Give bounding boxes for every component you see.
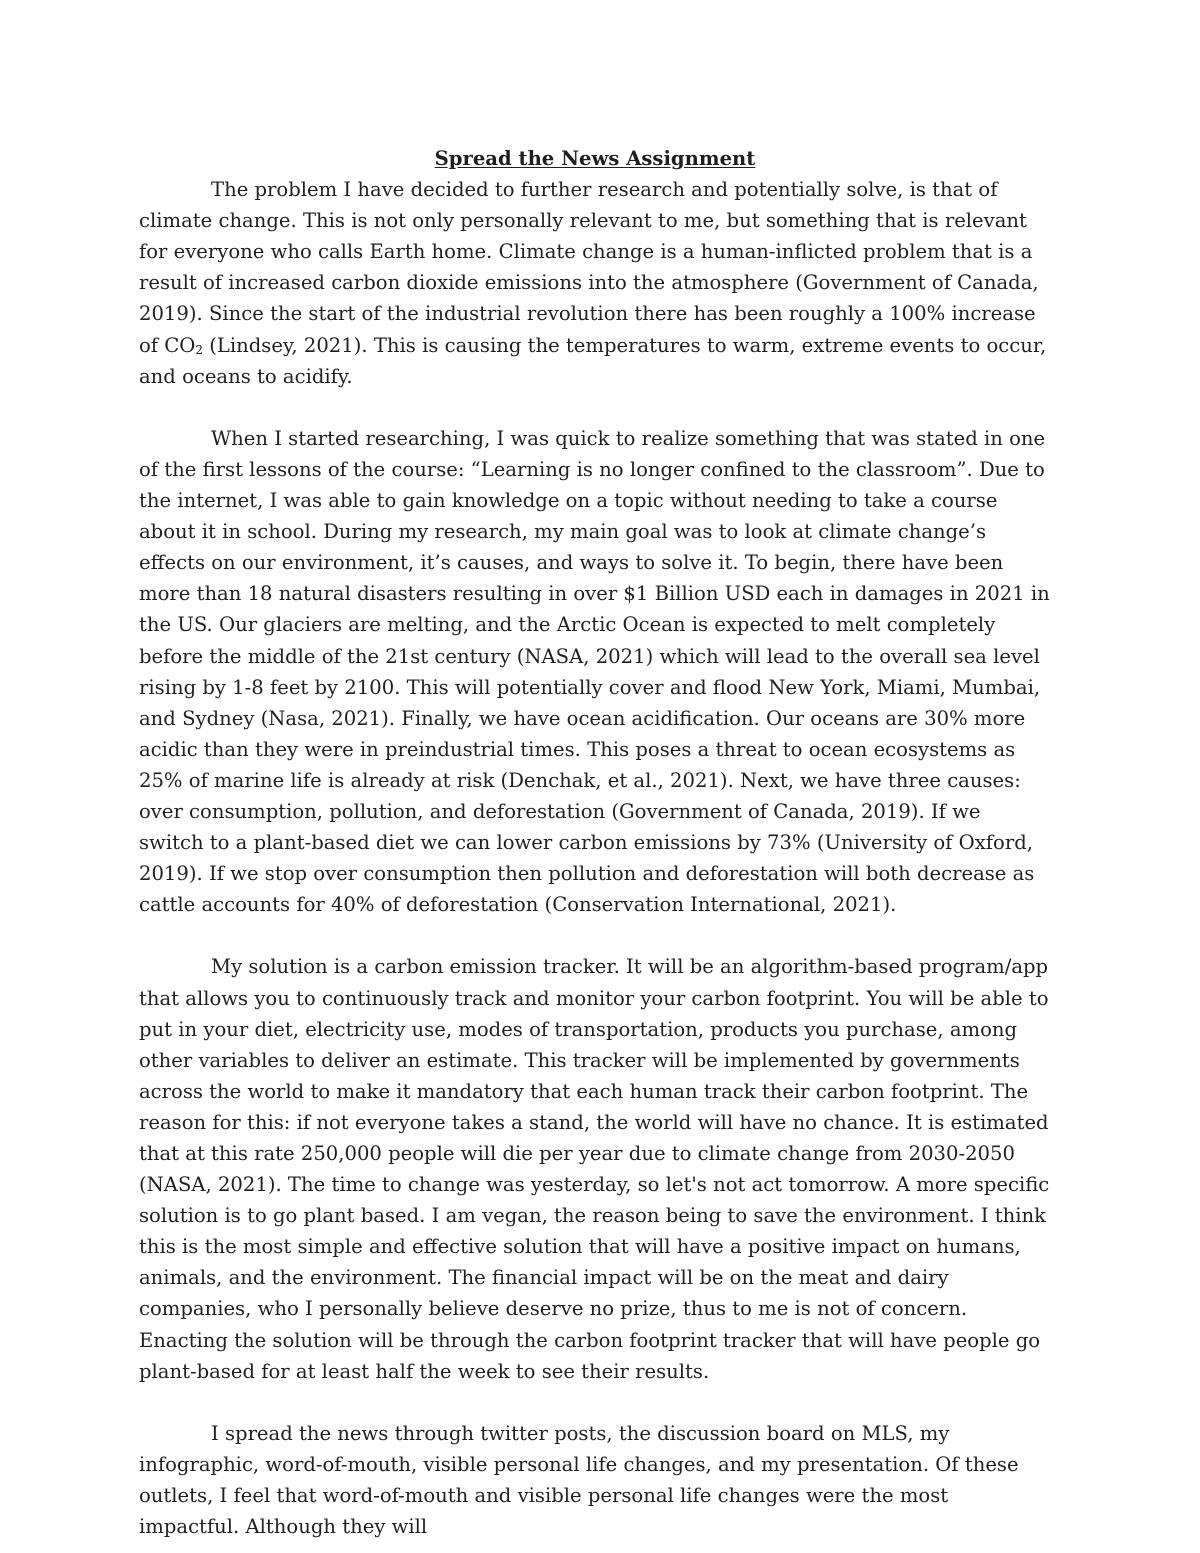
paragraph-solution: My solution is a carbon emission tracker. It will be an algorithm-based program/app that allows you to continuously track and monitor your carbon footprint. You will be able to put in your diet, electricity use, modes of transportation, products you purchase, among other variables to deliver an estimate. This tracker will be implemented by governments across the world to make it mandatory that each human track their carbon footprint. The reason for this: if not everyone takes a stand, the world will have no chance. It is estimated that at this rate 250,000 people will die per year due to climate change from 2030-2050 (NASA, 2021). The time to change was yesterday, so let's not act tomorrow. A more specific solution is to go plant based. I am vegan, the reason being to save the environment. I think this is the most simple and effective solution that will have a positive impact on humans, animals, and the environment. The financial impact will be on the meat and dairy companies, who I personally believe deserve no prize, thus to me is not of concern. Enacting the solution will be through the carbon footprint tracker that will have people go plant-based for at least half the week to see their results.	[139, 955, 1050, 1383]
paragraph-introduction-text-end: (Lindsey, 2021). This is causing the temperatures to warm, extreme events to occur, and oceans to acidify.	[139, 333, 1047, 388]
co2-subscript: 2	[195, 342, 203, 357]
paragraph-introduction	[139, 174, 1051, 392]
paragraph-introduction-text: The problem I have decided to further research and potentially solve, is that of climate change. This is not only personally relevant to me, but something that is relevant for everyone who calls Earth home. Climate change is a human-inflicted problem that is a result of increased carbon dioxide emissions into the atmosphere (Government of Canada, 2019). Since the start of the industrial revolution there has been roughly a 100% increase of CO	[139, 178, 1039, 357]
paragraph-spreading-news: I spread the news through twitter posts, the discussion board on MLS, my infographic, word-of-mouth, visible personal life changes, and my presentation. Of these outlets, I feel that word-of-mouth and visible personal life changes were the most impactful. Although they will	[139, 1421, 1019, 1539]
document-title: Spread the News Assignment	[434, 147, 756, 170]
paragraph-spacer	[139, 392, 1051, 423]
paragraph-research: When I started researching, I was quick to realize something that was stated in one of the first lessons of the course: “Learning is no longer confined to the classroom”. Due to the internet, I was able to gain knowledge on a topic without needing to take a course about it in school. During my research, my main goal was to look at climate change’s effects on our environment, it’s causes, and ways to solve it. To begin, there have been more than 18 natural disasters resulting in over $1 Billion USD each in damages in 2021 in the US. Our glaciers are melting, and the Arctic Ocean is expected to melt completely before the middle of the 21st century (NASA, 2021) which will lead to the overall sea level rising by 1-8 feet by 2100. This will potentially cover and flood New York, Miami, Mumbai, and Sydney (Nasa, 2021). Finally, we have ocean acidification. Our oceans are 30% more acidic than they were in preindustrial times. This poses a threat to ocean ecosystems as 25% of marine life is already at risk (Denchak, et al., 2021). Next, we have three causes: over consumption, pollution, and deforestation (Government of Canada, 2019). If we switch to a plant-based diet we can lower carbon emissions by 73% (University of Oxford, 2019). If we stop over consumption then pollution and deforestation will both decrease as cattle accounts for 40% of deforestation (Conservation International, 2021).	[139, 426, 1050, 917]
paragraph-spacer	[139, 920, 1051, 951]
paragraph-spacer	[139, 1387, 1051, 1418]
document-body	[139, 143, 1051, 1542]
